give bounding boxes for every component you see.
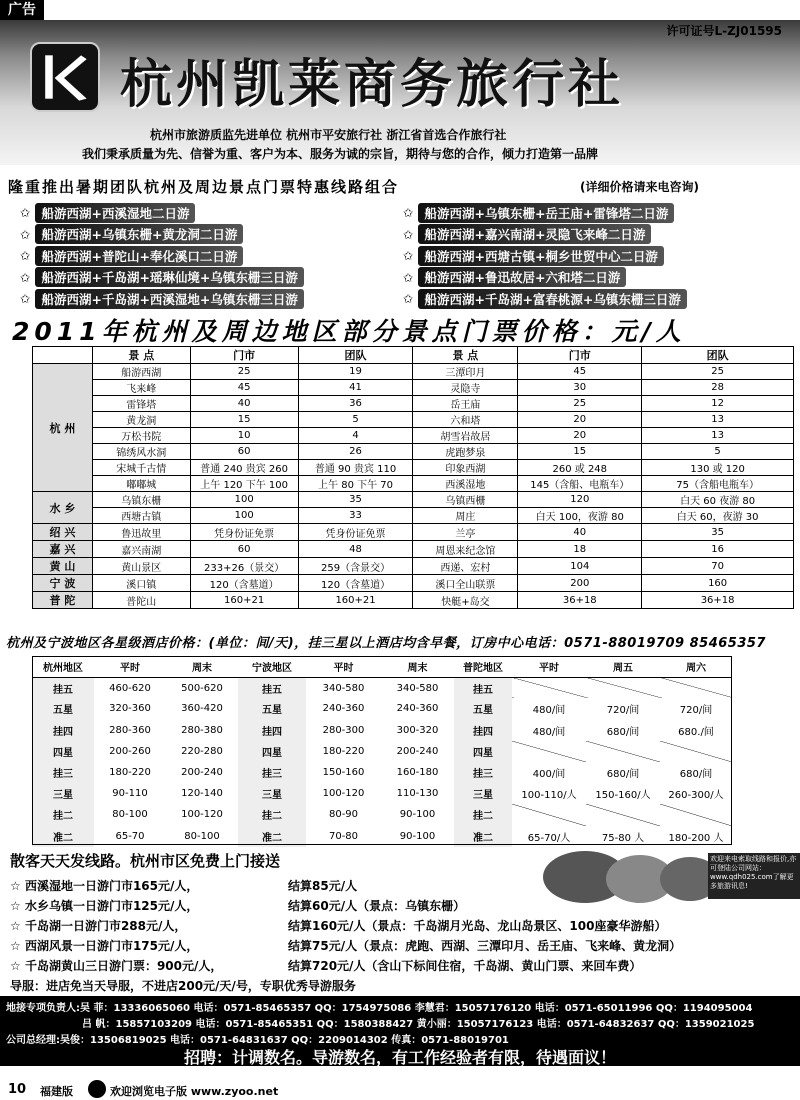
table-cell: 180-220	[322, 745, 365, 757]
table-cell: 13	[642, 428, 794, 444]
list-item: ✩ 船游西湖+千岛湖+瑶琳仙境+乌镇东栅三日游	[12, 267, 407, 289]
star-icon: ✩	[403, 248, 414, 264]
table-cell: 75-80 人	[601, 832, 645, 844]
table-cell: 120	[518, 492, 642, 508]
table-cell: 4	[298, 428, 413, 444]
region-label: 嘉 兴	[33, 541, 93, 558]
table-cell: 5	[642, 444, 794, 460]
company-name: 杭州凯莱商务旅行社	[120, 55, 625, 115]
table-cell: 16	[642, 541, 794, 558]
star-icon: ☆	[10, 959, 25, 973]
table-cell: 233+26（景交）	[190, 558, 298, 575]
star-level: 挂二	[32, 804, 94, 825]
table-cell	[512, 804, 586, 825]
table-cell: 飞来峰	[92, 380, 190, 396]
table-cell	[586, 741, 660, 762]
license-number: 许可证号L-ZJ01595	[666, 24, 782, 38]
table-cell	[660, 677, 732, 698]
table-cell: 25	[518, 396, 642, 412]
table-cell: 45	[518, 364, 642, 380]
table-cell: 70-80	[328, 830, 359, 842]
table-cell	[586, 804, 660, 825]
table-cell: 25	[190, 364, 298, 380]
page-number: 10	[8, 1082, 27, 1097]
table-cell: 180-200 人	[668, 832, 724, 844]
star-level: 四星	[32, 741, 94, 762]
table-cell: 680/间	[679, 769, 713, 781]
table-cell: 80-100	[112, 809, 148, 821]
table-cell: 20	[518, 412, 642, 428]
right-route-list	[395, 202, 790, 310]
contact-row: 公司总经理:吴俊：13506819025 电话：0571-64831637 QQ：2209014302 传真：0571-88019701	[6, 1035, 509, 1046]
contact-row: 吕 帆：15857103209 电话：0571-85465351 QQ：1580388427 黄小丽：15057176123 电话：0571-64832637 QQ：1359021025	[82, 1019, 755, 1030]
star-level: 四星	[238, 741, 306, 762]
table-header: 杭州地区	[32, 656, 94, 677]
table-cell: 280-380	[181, 724, 223, 736]
table-cell: 35	[642, 524, 794, 541]
table-cell: 260-300/人	[668, 790, 724, 802]
star-icon: ✩	[403, 205, 414, 221]
table-cell: 500-620	[181, 682, 223, 694]
star-level: 挂四	[454, 720, 512, 741]
star-icon: ☆	[10, 939, 25, 953]
table-header: 景 点	[92, 347, 190, 364]
star-level: 三星	[454, 783, 512, 804]
star-icon: ✩	[403, 269, 414, 285]
table-header: 普陀地区	[454, 656, 512, 677]
table-row	[33, 444, 794, 460]
list-item: ✩ 船游西湖+普陀山+奉化溪口二日游	[12, 245, 407, 267]
list-item: ✩ 船游西湖+乌镇东栅+黄龙洞二日游	[12, 224, 407, 246]
table-cell: 260 或 248	[518, 460, 642, 476]
table-cell: 36+18	[518, 592, 642, 609]
table-cell: 48	[298, 541, 413, 558]
star-level: 五星	[454, 698, 512, 719]
table-header: 景 点	[413, 347, 518, 364]
table-cell: 720/间	[679, 705, 713, 717]
table-cell: 200	[518, 575, 642, 592]
star-level: 准二	[238, 826, 306, 847]
table-cell: 12	[642, 396, 794, 412]
star-icon: ☆	[10, 919, 25, 933]
table-row	[33, 412, 794, 428]
table-cell: 100-120	[322, 788, 365, 800]
star-level: 三星	[238, 783, 306, 804]
table-row	[33, 396, 794, 412]
star-icon: ✩	[20, 291, 31, 307]
star-level: 挂五	[32, 677, 94, 698]
table-cell: 鲁迅故里	[92, 524, 190, 541]
table-cell: 680./间	[678, 726, 714, 738]
table-cell: 溪口全山联票	[413, 575, 518, 592]
table-cell: 白天 60 夜游 80	[642, 492, 794, 508]
hotel-price-table	[32, 656, 732, 847]
table-cell: 西塘古镇	[92, 508, 190, 524]
table-cell: 乌镇东栅	[92, 492, 190, 508]
table-cell: 100-110/人	[521, 790, 577, 802]
table-cell: 凭身份证免票	[190, 524, 298, 541]
table-cell: 160+21	[298, 592, 413, 609]
table-cell: 28	[642, 380, 794, 396]
zyoo-logo-icon	[88, 1080, 106, 1098]
list-item: ✩ 船游西湖+嘉兴南湖+灵隐飞来峰二日游	[395, 224, 790, 246]
table-cell: 41	[298, 380, 413, 396]
contact-bar	[0, 996, 800, 1066]
table-row	[33, 592, 794, 609]
table-cell: 340-580	[396, 682, 439, 694]
table-cell: 680/间	[606, 769, 640, 781]
region-label: 杭 州	[33, 364, 93, 492]
table-row	[33, 428, 794, 444]
table-header: 团队	[642, 347, 794, 364]
table-cell: 120（含墓道）	[298, 575, 413, 592]
table-cell: 15	[190, 412, 298, 428]
table-header: 平时	[94, 656, 166, 677]
table-row	[33, 575, 794, 592]
table-cell: 60	[190, 444, 298, 460]
table-row	[33, 476, 794, 492]
recruitment: 招聘：计调数名。导游数名，有工作经验者有限，待遇面议！	[183, 1048, 616, 1067]
star-icon: ☆	[10, 899, 25, 913]
table-cell: 灵隐寺	[413, 380, 518, 396]
table-header: 团队	[298, 347, 413, 364]
table-cell: 5	[298, 412, 413, 428]
table-cell: 104	[518, 558, 642, 575]
star-level: 挂二	[454, 804, 512, 825]
table-cell: 19	[298, 364, 413, 380]
table-cell: 宋城千古情	[92, 460, 190, 476]
table-cell: 90-110	[112, 788, 148, 800]
table-cell: 100	[190, 492, 298, 508]
table-row	[33, 492, 794, 508]
table-cell: 嘟嘟城	[92, 476, 190, 492]
table-cell: 黄山景区	[92, 558, 190, 575]
table-cell: 周庄	[413, 508, 518, 524]
endorsements: 杭州市旅游质监先进单位 杭州市平安旅行社 浙江省首选合作旅行社	[150, 128, 507, 142]
table-cell: 160-180	[396, 767, 439, 779]
photo-caption: 欢迎来电索取线路和报价,亦可登陆公司网站：www.qdh025.com了解更多旅游讯息!	[710, 855, 797, 890]
table-cell: 80-100	[184, 830, 220, 842]
region-label: 水 乡	[33, 492, 93, 524]
table-cell: 340-580	[322, 682, 365, 694]
table-cell: 320-360	[109, 703, 151, 715]
table-cell: 480/间	[532, 726, 566, 738]
list-item: ☆ 千岛湖黄山三日游门票：900元/人， 结算720元/人（含山下标间住宿，千岛湖、黄山门票、来回车费）	[10, 959, 642, 973]
table-cell: 普通 90 贵宾 110	[298, 460, 413, 476]
table-cell: 周恩来纪念馆	[413, 541, 518, 558]
table-header: 宁波地区	[238, 656, 306, 677]
table-cell: 360-420	[181, 703, 223, 715]
table-row	[33, 364, 794, 380]
scenery-photos	[540, 845, 800, 905]
table-header: 周末	[381, 656, 454, 677]
table-row	[33, 460, 794, 476]
table-cell: 220-280	[181, 745, 223, 757]
table-row	[32, 762, 732, 783]
table-cell: 上午 80 下午 70	[298, 476, 413, 492]
footer	[0, 1078, 800, 1100]
table-cell	[660, 804, 732, 825]
table-cell: 300-320	[396, 724, 439, 736]
table-row	[32, 826, 732, 847]
star-icon: ✩	[20, 205, 31, 221]
table-cell: 凭身份证免票	[298, 524, 413, 541]
star-level: 挂三	[238, 762, 306, 783]
table-cell: 100-120	[181, 809, 223, 821]
table-header: 门市	[518, 347, 642, 364]
table-cell: 259（含景交）	[298, 558, 413, 575]
table-cell: 船游西湖	[92, 364, 190, 380]
ticket-price-table	[32, 346, 794, 609]
star-level: 准二	[454, 826, 512, 847]
table-cell: 160+21	[190, 592, 298, 609]
table-header-row	[32, 656, 732, 677]
table-cell: 33	[298, 508, 413, 524]
region-label: 绍 兴	[33, 524, 93, 541]
table-cell: 10	[190, 428, 298, 444]
table-cell: 145（含船、电瓶车）	[518, 476, 642, 492]
table-cell: 460-620	[109, 682, 151, 694]
table-header: 周末	[166, 656, 238, 677]
table-cell: 雷锋塔	[92, 396, 190, 412]
table-cell: 280-360	[109, 724, 151, 736]
table-row	[32, 783, 732, 804]
logo-k-icon	[32, 44, 98, 110]
star-level: 挂五	[238, 677, 306, 698]
price-table-title: 2011年杭州及周边地区部分景点门票价格：元/人	[12, 317, 686, 346]
table-cell: 40	[518, 524, 642, 541]
star-icon: ✩	[403, 226, 414, 242]
table-cell: 35	[298, 492, 413, 508]
table-cell: 溪口镇	[92, 575, 190, 592]
star-level: 四星	[454, 741, 512, 762]
company-logo	[30, 42, 100, 112]
table-cell: 90-100	[399, 830, 436, 842]
table-cell: 400/间	[532, 769, 566, 781]
list-item: ✩ 船游西湖+千岛湖+富春桃源+乌镇东栅三日游	[395, 288, 790, 310]
table-cell: 25	[642, 364, 794, 380]
region-label: 黄 山	[33, 558, 93, 575]
table-header: 平时	[306, 656, 381, 677]
region-label: 宁 波	[33, 575, 93, 592]
star-icon: ✩	[20, 248, 31, 264]
list-item: ☆ 西溪湿地一日游门市165元/人， 结算85元/人	[10, 879, 358, 893]
star-level: 挂二	[238, 804, 306, 825]
table-cell: 印象西湖	[413, 460, 518, 476]
table-cell	[660, 741, 732, 762]
table-cell: 130 或 120	[642, 460, 794, 476]
table-cell: 36+18	[642, 592, 794, 609]
promo-note: (详细价格请来电咨询)	[580, 180, 699, 194]
table-cell: 70	[642, 558, 794, 575]
table-cell: 15	[518, 444, 642, 460]
table-cell: 白天 60，夜游 30	[642, 508, 794, 524]
table-row	[33, 558, 794, 575]
table-cell	[586, 677, 660, 698]
table-cell: 锦绣风水洞	[92, 444, 190, 460]
table-row	[32, 698, 732, 719]
star-level: 挂三	[32, 762, 94, 783]
table-cell: 65-70	[115, 830, 145, 842]
star-level: 三星	[32, 783, 94, 804]
table-cell: 110-130	[396, 788, 439, 800]
ad-tag: 广告	[0, 0, 44, 20]
table-cell: 480/间	[532, 705, 566, 717]
table-cell: 240-360	[396, 703, 439, 715]
list-item: ✩ 船游西湖+千岛湖+西溪湿地+乌镇东栅三日游	[12, 288, 407, 310]
table-cell: 普陀山	[92, 592, 190, 609]
promo-title: 隆重推出暑期团队杭州及周边景点门票特惠线路组合	[8, 178, 400, 196]
list-item: ☆ 水乡乌镇一日游门市125元/人， 结算60元/人（景点：乌镇东栅）	[10, 899, 466, 913]
table-cell: 20	[518, 428, 642, 444]
table-cell: 160	[642, 575, 794, 592]
table-row	[32, 804, 732, 825]
table-cell: 嘉兴南湖	[92, 541, 190, 558]
star-level: 挂四	[32, 720, 94, 741]
table-header-row	[33, 347, 794, 364]
table-cell: 上午 120 下午 100	[190, 476, 298, 492]
table-cell: 西溪湿地	[413, 476, 518, 492]
list-item: ✩ 船游西湖+乌镇东栅+岳王庙+雷锋塔二日游	[395, 202, 790, 224]
table-row	[33, 508, 794, 524]
list-item: ☆ 西湖风景一日游门市175元/人， 结算75元/人（景点：虎跑、西湖、三潭印月、岳王庙、飞来峰、黄龙洞）	[10, 939, 682, 953]
table-cell: 26	[298, 444, 413, 460]
edition-label: 福建版	[40, 1085, 73, 1098]
table-cell: 200-240	[396, 745, 439, 757]
table-cell: 180-220	[109, 767, 151, 779]
table-cell: 18	[518, 541, 642, 558]
table-cell: 三潭印月	[413, 364, 518, 380]
left-route-list	[12, 202, 407, 310]
list-item: ✩ 船游西湖+鲁迅故居+六和塔二日游	[395, 267, 790, 289]
star-level: 五星	[32, 698, 94, 719]
table-row	[32, 677, 732, 698]
table-cell: 30	[518, 380, 642, 396]
table-cell: 200-260	[109, 745, 151, 757]
table-cell: 快艇+岛交	[413, 592, 518, 609]
table-cell: 岳王庙	[413, 396, 518, 412]
daily-tours-title: 散客天天发线路。杭州市区免费上门接送	[10, 852, 281, 870]
table-cell: 65-70/人	[527, 832, 571, 844]
table-cell: 150-160	[322, 767, 365, 779]
star-level: 挂四	[238, 720, 306, 741]
table-cell: 120（含墓道）	[190, 575, 298, 592]
table-cell: 200-240	[181, 767, 223, 779]
table-row	[33, 380, 794, 396]
table-cell: 150-160/人	[595, 790, 651, 802]
table-cell: 西递、宏村	[413, 558, 518, 575]
list-item: ✩ 船游西湖+西塘古镇+桐乡世贸中心二日游	[395, 245, 790, 267]
table-cell: 120-140	[181, 788, 223, 800]
star-level: 准二	[32, 826, 94, 847]
table-cell: 胡雪岩故居	[413, 428, 518, 444]
table-header: 周五	[586, 656, 660, 677]
table-cell: 虎跑梦泉	[413, 444, 518, 460]
table-cell: 100	[190, 508, 298, 524]
table-cell: 40	[190, 396, 298, 412]
table-cell: 万松书院	[92, 428, 190, 444]
contact-row: 地接专项负责人:吴 菲：13336065060 电话：0571-85465357 QQ：1754975086 李慧君：15057176120 电话：0571-65011996 QQ：1194095004	[6, 1003, 753, 1014]
table-row	[33, 541, 794, 558]
table-row	[32, 741, 732, 762]
table-cell: 兰亭	[413, 524, 518, 541]
table-cell: 36	[298, 396, 413, 412]
star-icon: ✩	[20, 226, 31, 242]
list-item: ☆ 千岛湖一日游门市288元/人， 结算160元/人（景点：千岛湖月光岛、龙山岛景区、100座豪华游船）	[10, 919, 667, 933]
table-cell: 黄龙洞	[92, 412, 190, 428]
table-cell	[512, 741, 586, 762]
star-icon: ☆	[10, 879, 25, 893]
table-cell: 乌镇西栅	[413, 492, 518, 508]
table-cell: 280-300	[322, 724, 365, 736]
region-label: 普 陀	[33, 592, 93, 609]
table-cell: 80-90	[328, 809, 359, 821]
table-cell: 白天 100，夜游 80	[518, 508, 642, 524]
website: 欢迎浏览电子版 www.zyoo.net	[110, 1085, 279, 1098]
table-row	[32, 720, 732, 741]
table-cell: 13	[642, 412, 794, 428]
table-cell: 六和塔	[413, 412, 518, 428]
table-cell: 普通 240 贵宾 260	[190, 460, 298, 476]
table-cell: 75（含船电瓶车）	[642, 476, 794, 492]
star-icon: ✩	[20, 269, 31, 285]
table-cell: 720/间	[606, 705, 640, 717]
star-icon: ✩	[403, 291, 414, 307]
table-header: 周六	[660, 656, 732, 677]
star-level: 五星	[238, 698, 306, 719]
table-header: 门市	[190, 347, 298, 364]
table-header: 平时	[512, 656, 586, 677]
guide-service: 导服：进店免当天导服，不进店200元/天/号，专职优秀导游服务	[10, 979, 356, 993]
table-cell: 680/间	[606, 726, 640, 738]
list-item: ✩ 船游西湖+西溪湿地二日游	[12, 202, 407, 224]
motto: 我们秉承质量为先、信誉为重、客户为本、服务为诚的宗旨，期待与您的合作，倾力打造第一品牌	[82, 147, 599, 161]
hotel-price-title: 杭州及宁波地区各星级酒店价格：(单位：间/天)，挂三星以上酒店均含早餐，订房中心电话：0571-88019709 85465357	[6, 636, 766, 651]
star-level: 挂五	[454, 677, 512, 698]
table-cell	[512, 677, 586, 698]
table-cell: 45	[190, 380, 298, 396]
table-cell: 60	[190, 541, 298, 558]
star-level: 挂三	[454, 762, 512, 783]
table-cell: 90-100	[399, 809, 436, 821]
table-cell: 240-360	[322, 703, 365, 715]
table-row	[33, 524, 794, 541]
